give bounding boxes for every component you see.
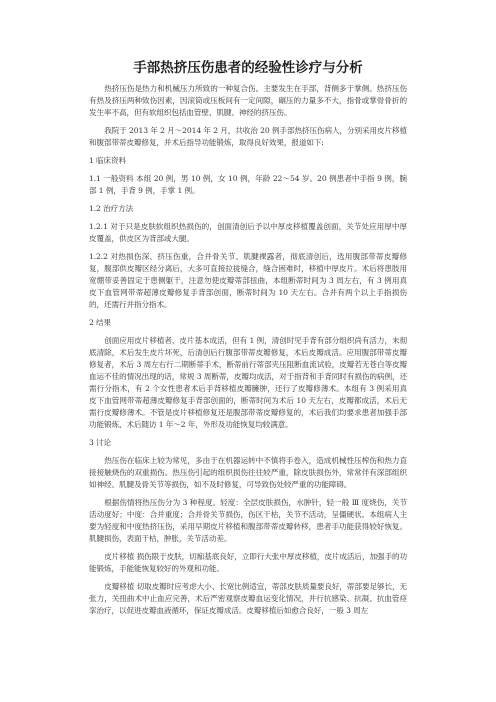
section-heading: 2 结果 (89, 318, 112, 327)
body-paragraph: 皮瓣移植 切取皮瓣时应考虑大小、长宽比例适宜，蒂部皮肤质量要良好，蒂部要足够长，无张力，关扭曲术中止血应完善，术后严密观察皮瓣血运变化情况，并行抗感染、抗凝、抗血管痉挛治疗，以促进皮瓣血液循环，保证皮瓣成活。皮瓣移植后如愈合良好，一般 3 周左 (89, 582, 407, 615)
article-body (89, 83, 407, 623)
section-heading: 3 讨论 (89, 438, 112, 447)
section-heading: 1 临床资料 (89, 156, 127, 165)
article-title: 手部热挤压伤患者的经验性诊疗与分析 (133, 60, 363, 76)
section-heading: 1.2 治疗方法 (89, 204, 134, 213)
body-paragraph: 热挤压伤是热力和机械压力所致的一种复合伤。主要发生在手部，背侧多于掌侧。热挤压伤有热及挤压两种致伤因素，因滚筒或压板间有一定间隙，碾压的力量多不大，指骨或掌骨骨折的发生率不高，但有软组织包括血管壁、肌腱、神经的挤压伤。 (89, 84, 407, 117)
body-paragraph: 我院于 2013 年 2 月～2014 年 2 月，共收治 20 例手部热挤压伤病人，分别采用皮片移植和腹部带蒂皮瓣修复，并术后指导功能锻炼，取得良好效果，报道如下: (89, 126, 407, 147)
section-heading: 1.2.1 对于只是皮肤软组织热损伤的，创面清创后予以中厚皮移植覆盖创面，关节处应用厚中厚皮覆盖，供皮区为背部或大腿。 (89, 222, 407, 243)
body-paragraph: 皮片移植 损伤限于皮肤，切痂基底良好，立即行大张中厚皮移植，皮片成活后，加强手的功能锻炼，手能能恢复较好的外观和功能。 (89, 552, 407, 573)
section-heading: 1.1 一般资料 本组 20 例，男 10 例，女 10 例，年龄 22～54 岁。20 例患者中手指 9 例，腕部 1 例，手背 9 例，手掌 1 例。 (89, 174, 407, 195)
section-heading: 1.2.2 对热损伤深、挤压伤重，合并骨关节、肌腱裸露者，彻底清创后，选用腹部带蒂皮瓣修复，腹部供皮瓣区经分离后，大多可直接拉拢缝合，缝合困难时，移植中厚皮片。术后将患肢用宽绷带妥善固定于患侧躯干，注意勿使皮瓣蒂部扭曲，本组断蒂时间为 3 周左右，有 3 例用真皮下血管网带蒂超薄皮瓣修复手背部创面，断蒂时间为 10 天左右。合并有两个以上手指损伤的，还需行并指分指术。 (89, 252, 407, 309)
body-paragraph: 创面应用皮片移植者，皮片基本成活，但有 1 例，清创时见手背有部分组织尚有活力，未彻底清除，术后发生皮片坏死，后清创后行腹部带蒂皮瓣修复，术后皮瓣成活。应用腹部带蒂皮瓣修复者，术后 3 周左右行二期断蒂手术，断蒂前行蒂部夹压阻断血流试验，皮瓣若无苍白等皮瓣血运不佳的情况出现的话，常规 3 周断蒂，皮瓣均成活，对于指背和手背同时有损伤的病例，还需行分指术，有 2 个女性患者术后手背移植皮瓣臃肿，还行了皮瓣修薄术。本组有 3 例采用真皮下血管网带蒂超薄皮瓣修复手背部创面的，断蒂时间为术后 10 天左右，皮瓣都成活，术后无需行皮瓣修薄术。不管是皮片移植修复还是腹部带蒂皮瓣修复的，术后我们均要求患者加强手部功能锻炼，术后随访 1 年～2 年，外形及功能恢复均较满意。 (89, 336, 407, 429)
body-paragraph: 热压伤在临床上较为常见，多由于在机器运转中不慎将手卷入，造成机械性压榨伤和热力直接接触烧伤的双重损伤。热压伤引起的组织损伤往往较严重，除皮肤损伤外，常常伴有深部组织如神经、肌腱及骨关节等损伤，如不及时修复，可导致伤处较严重的功能障碍。 (89, 456, 407, 489)
body-paragraph: 根据伤情将热压伤分为 3 种程度。轻度：全层皮肤损伤，水肿针，轻一般 Ⅲ 度烧伤，关节活动度好；中度：合并重度；合并骨关节损伤，伤区干枯，关节不活动，呈僵硬状。本组病人主要为轻度和中度热挤压伤，采用早期皮片移植和腹部带蒂皮瓣转移，患者手功能获得较好恢复。肌腱损伤，表面干枯，肿胀，关节活动差。 (89, 498, 407, 543)
